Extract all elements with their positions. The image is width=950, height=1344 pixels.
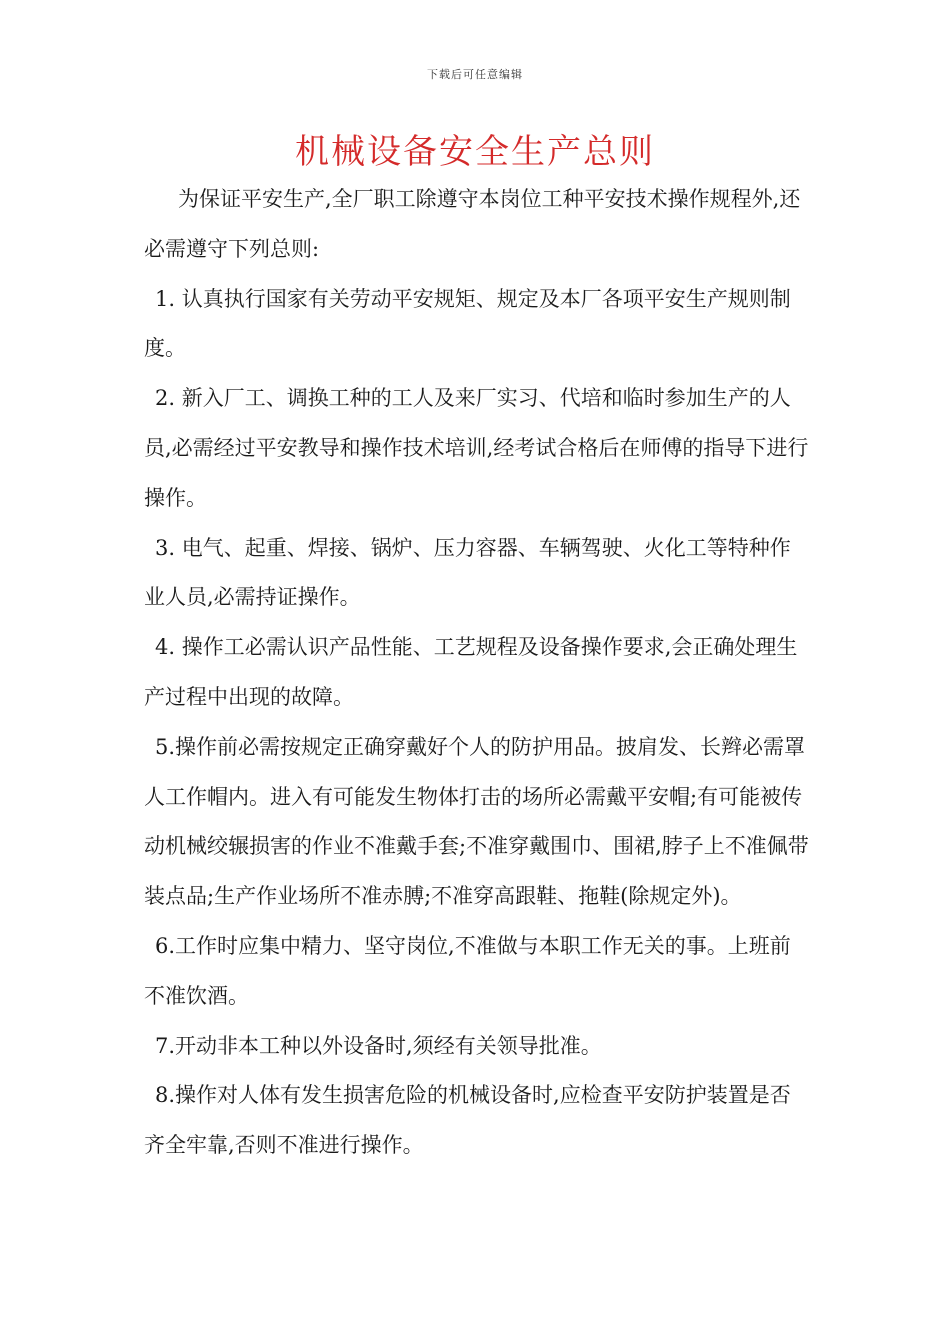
document-body [144,175,809,1171]
rule-item-2: 2. 新入厂工、调换工种的工人及来厂实习、代培和临时参加生产的人员,必需经过平安教导和操作技术培训,经考试合格后在师傅的指导下进行操作。 [144,386,809,510]
intro-paragraph: 为保证平安生产,全厂职工除遵守本岗位工种平安技术操作规程外,还必需遵守下列总则: [144,187,801,261]
header-note: 下载后可任意编辑 [427,68,523,81]
rule-item-3: 3. 电气、起重、焊接、锅炉、压力容器、车辆驾驶、火化工等特种作业人员,必需持证操作。 [144,535,791,610]
rule-item-7: 7.开动非本工种以外设备时,须经有关领导批准。 [155,1033,602,1058]
rule-item-6: 6.工作时应集中精力、坚守岗位,不准做与本职工作无关的事。上班前不准饮酒。 [144,933,791,1008]
rule-item-4: 4. 操作工必需认识产品性能、工艺规程及设备操作要求,会正确处理生产过程中出现的故障。 [144,635,798,709]
rule-item-1: 1. 认真执行国家有关劳动平安规矩、规定及本厂各项平安生产规则制度。 [144,286,791,361]
rule-item-8: 8.操作对人体有发生损害危险的机械设备时,应检查平安防护装置是否齐全牢靠,否则不准进行操作。 [144,1083,791,1158]
document-title: 机械设备安全生产总则 [295,132,655,172]
rule-item-5: 5.操作前必需按规定正确穿戴好个人的防护用品。披肩发、长辫必需罩人工作帽内。进入有可能发生物体打击的场所必需戴平安帽;有可能被传动机械绞辗损害的作业不准戴手套;不准穿戴围巾、围裙,脖子上不准佩带装点品;生产作业场所不准赤膊;不准穿高跟鞋、拖鞋(除规定外)。 [144,734,809,909]
